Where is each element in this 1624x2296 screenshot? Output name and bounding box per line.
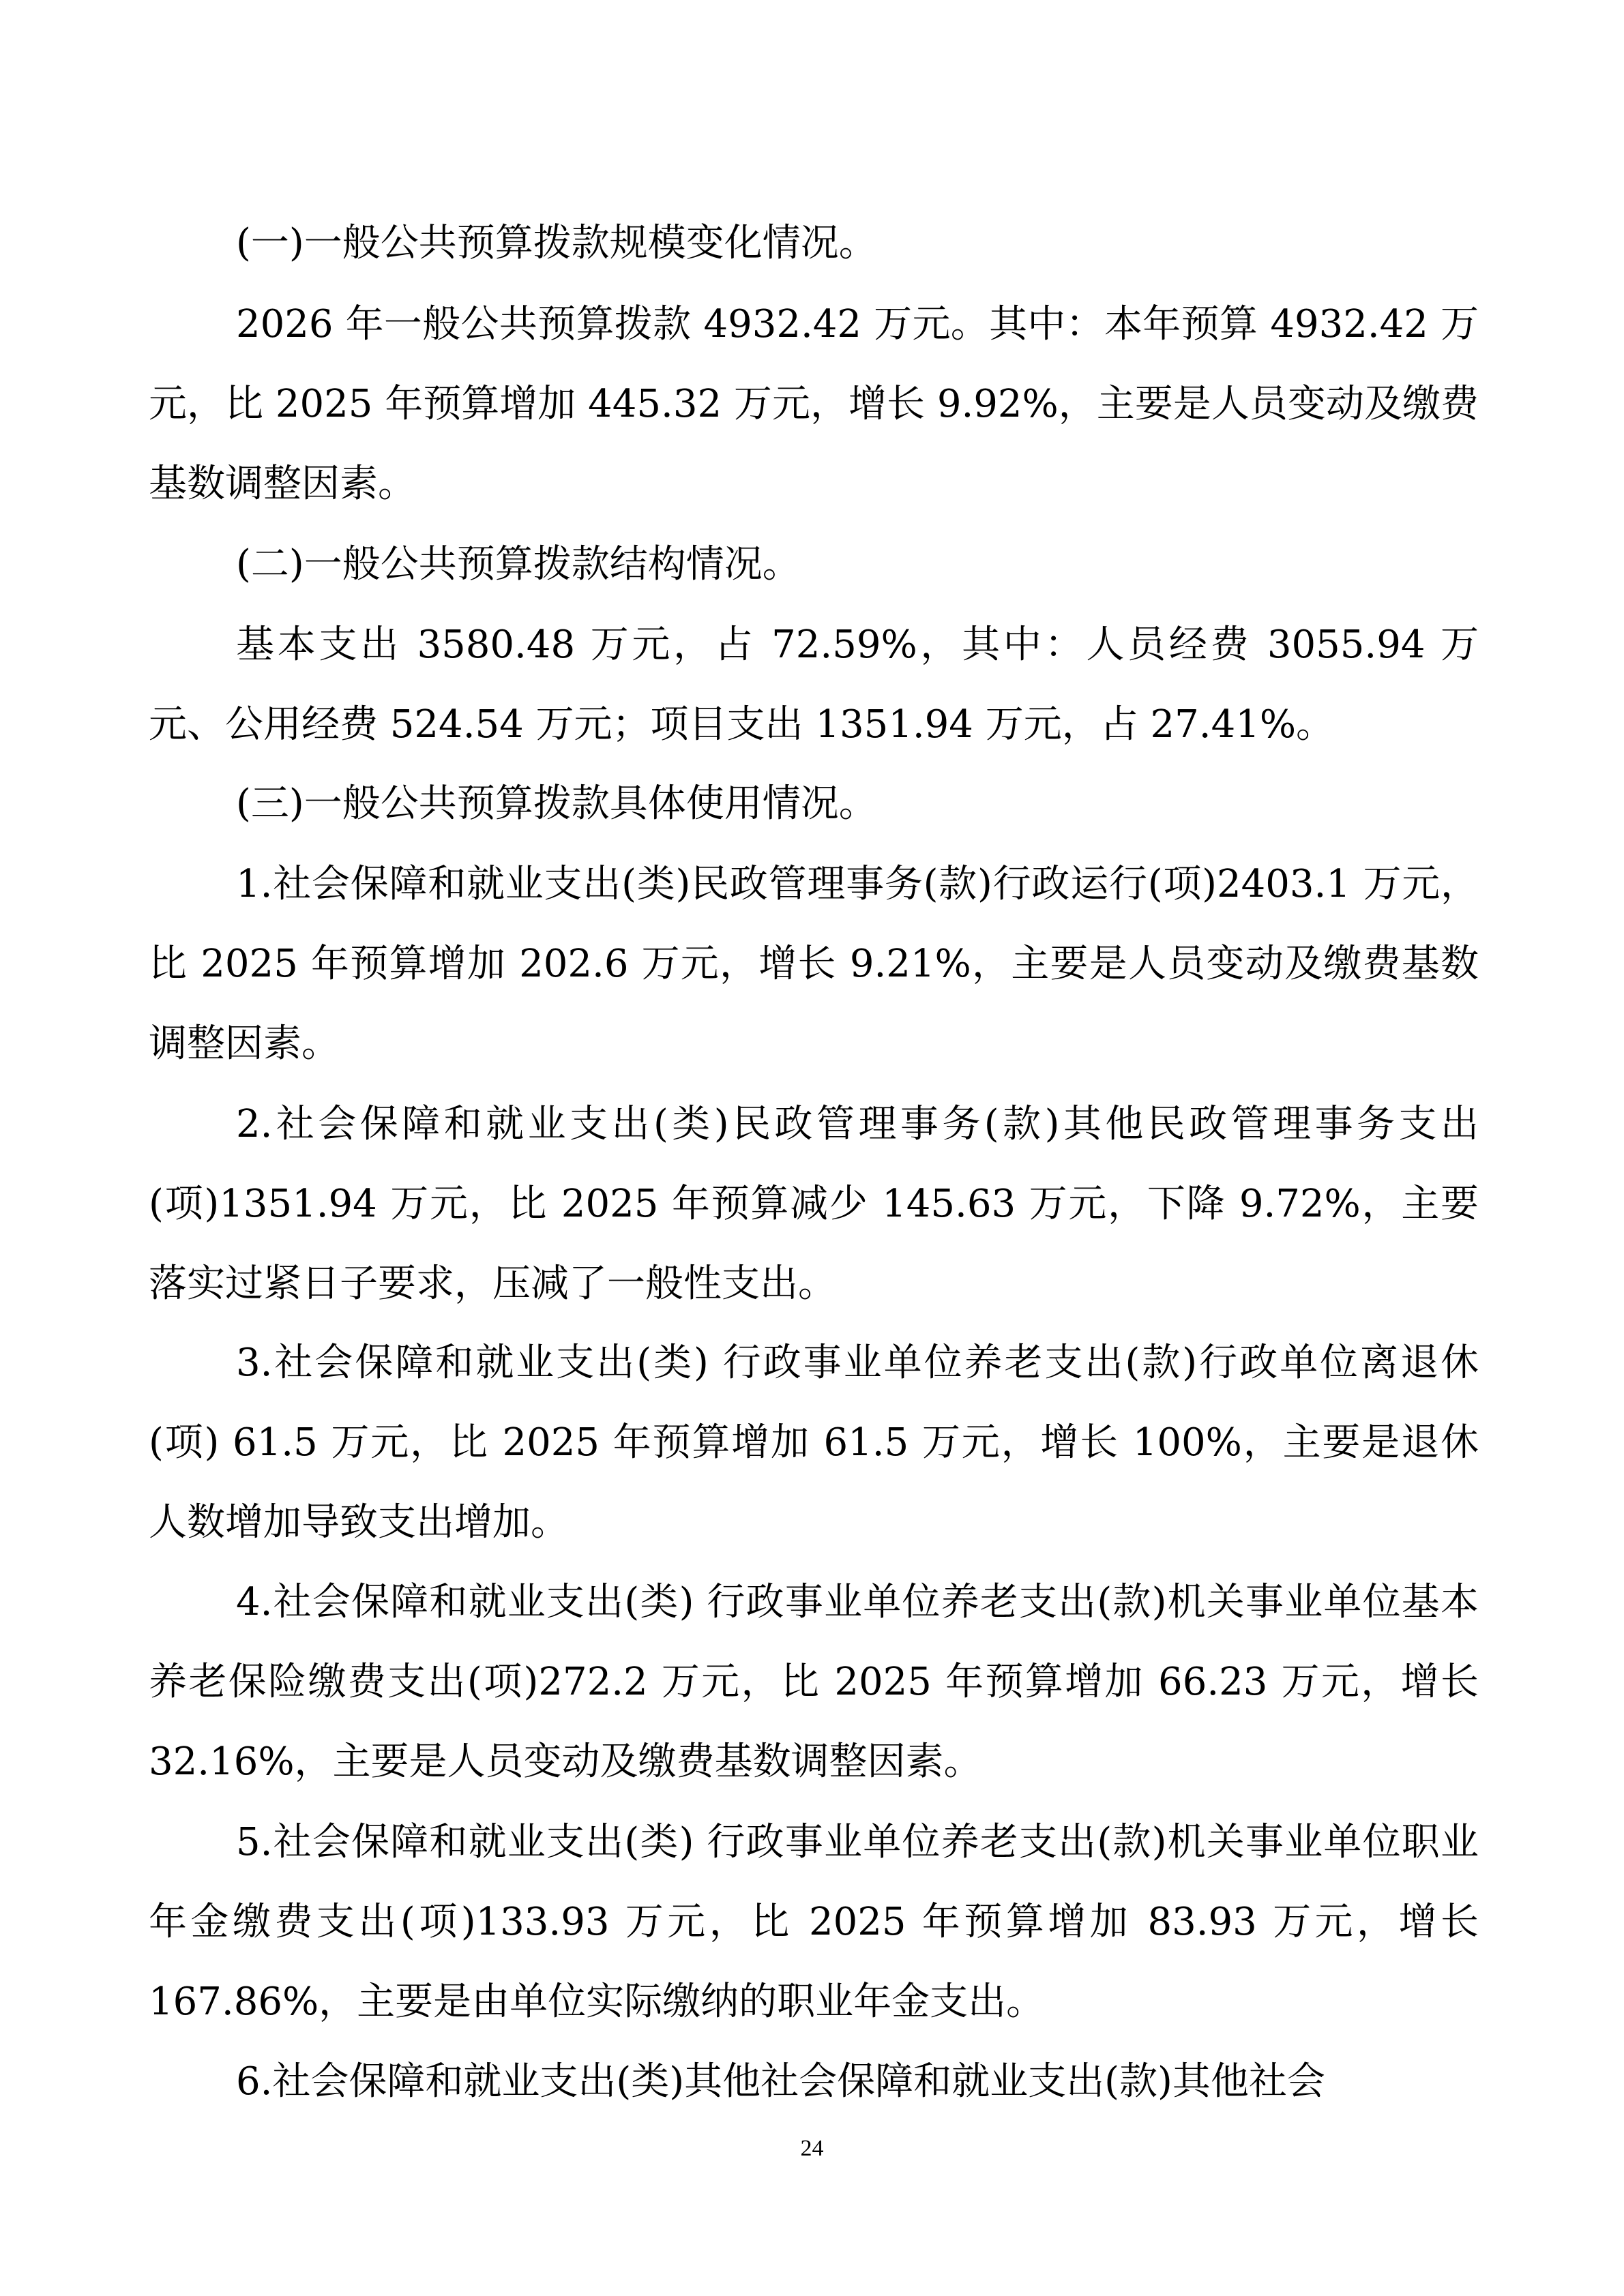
paragraph-item-5: 5.社会保障和就业支出(类) 行政事业单位养老支出(款)机关事业单位职业年金缴费支出(项)133.93 万元，比 2025 年预算增加 83.93 万元，增长 167.86%，主要是由单位实际缴纳的职业年金支出。 (149, 1820, 1479, 2024)
paragraph-budget-structure: 基本支出 3580.48 万元，占 72.59%，其中：人员经费 3055.94 万元、公用经费 524.54 万元；项目支出 1351.94 万元，占 27.41%。 (149, 623, 1479, 747)
section-heading-2: (二)一般公共预算拨款结构情况。 (236, 542, 801, 586)
page-number: 24 (800, 2136, 824, 2161)
paragraph-item-1: 1.社会保障和就业支出(类)民政管理事务(款)行政运行(项)2403.1 万元，比 2025 年预算增加 202.6 万元，增长 9.21%，主要是人员变动及缴费基数调整因素。 (149, 862, 1479, 1066)
paragraph-budget-scale: 2026 年一般公共预算拨款 4932.42 万元。其中：本年预算 4932.42 万元，比 2025 年预算增加 445.32 万元，增长 9.92%，主要是人员变动及缴费基数调整因素。 (149, 302, 1479, 506)
paragraph-item-3: 3.社会保障和就业支出(类) 行政事业单位养老支出(款)行政单位离退休(项) 61.5 万元，比 2025 年预算增加 61.5 万元，增长 100%，主要是退休人数增加导致支出增加。 (149, 1341, 1479, 1545)
paragraph-item-4: 4.社会保障和就业支出(类) 行政事业单位养老支出(款)机关事业单位基本养老保险缴费支出(项)272.2 万元，比 2025 年预算增加 66.23 万元，增长 32.16%，主要是人员变动及缴费基数调整因素。 (149, 1580, 1479, 1784)
paragraph-item-2: 2.社会保障和就业支出(类)民政管理事务(款)其他民政管理事务支出(项)1351.94 万元，比 2025 年预算减少 145.63 万元，下降 9.72%，主要落实过紧日子要求，压减了一般性支出。 (149, 1102, 1479, 1306)
paragraph-item-6: 6.社会保障和就业支出(类)其他社会保障和就业支出(款)其他社会 (236, 2059, 1325, 2104)
section-heading-1: (一)一般公共预算拨款规模变化情况。 (236, 221, 877, 265)
section-heading-3: (三)一般公共预算拨款具体使用情况。 (236, 781, 877, 826)
